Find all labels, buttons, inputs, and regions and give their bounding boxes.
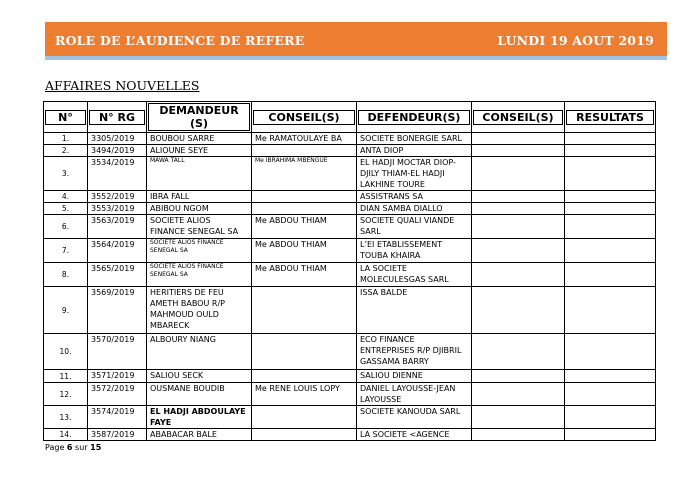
cell-rg: 3565/2019 [88,263,147,287]
cell-counsel [252,203,357,215]
cell-counsel: Me RENE LOUIS LOPY [252,383,357,406]
cell-rg: 3572/2019 [88,383,147,406]
table-row [44,370,656,383]
cell-plaintiff: ABIBOU NGOM [147,203,252,215]
cell-rg: 3552/2019 [88,191,147,203]
cell-plaintiff: SOCIETE ALIOS FINANCE SENEGAL SA [147,263,252,287]
cell-defendant: ECO FINANCE ENTREPRISES R/P DJIBRIL GASSAMA BARRY [357,334,472,370]
cell-number: 3. [44,157,88,191]
cell-plaintiff: EL HADJI ABDOULAYE FAYE [147,406,252,429]
footer-page-total: 15 [90,443,102,452]
cell-results [565,406,656,429]
table-row [44,406,656,429]
cell-counsel [252,191,357,203]
cell-defendant: EL HADJI MOCTAR DIOP-DJILY THIAM-EL HADJI LAKHINE TOURE [357,157,472,191]
table-row [44,133,656,145]
table-row [44,263,656,287]
cell-plaintiff: HERITIERS DE FEU AMETH BABOU R/P MAHMOUD OULD MBARECK [147,287,252,334]
cell-counsel: Me ABDOU THIAM [252,263,357,287]
cell-counsel-2 [472,287,565,334]
footer-page-word: Page [45,443,65,452]
cell-number: 5. [44,203,88,215]
cell-defendant: ISSA BALDE [357,287,472,334]
cell-plaintiff: OUSMANE BOUDIB [147,383,252,406]
cell-rg: 3564/2019 [88,239,147,263]
cell-defendant: SOCIETE BONERGIE SARL [357,133,472,145]
cell-results [565,145,656,157]
cell-number: 7. [44,239,88,263]
footer-of-word: sur [75,443,88,452]
cell-counsel: Me IBRAHIMA MBENGUE [252,157,357,191]
col-header-plaintiff: DEMANDEUR (S) [147,102,252,133]
cell-results [565,263,656,287]
cell-rg: 3494/2019 [88,145,147,157]
table-row [44,429,656,441]
cell-results [565,334,656,370]
cell-plaintiff: BOUBOU SARRE [147,133,252,145]
cell-number: 2. [44,145,88,157]
table-row [44,191,656,203]
cell-counsel-2 [472,203,565,215]
cell-rg: 3587/2019 [88,429,147,441]
table-row [44,157,656,191]
cell-results [565,215,656,239]
cell-counsel-2 [472,239,565,263]
table-row [44,383,656,406]
header-banner [45,22,667,60]
col-header-results: RESULTATS [565,102,656,133]
cell-rg: 3553/2019 [88,203,147,215]
cell-number: 8. [44,263,88,287]
document-title: ROLE DE L’AUDIENCE DE REFERE [55,33,305,48]
cell-counsel-2 [472,334,565,370]
hearing-date: LUNDI 19 AOUT 2019 [497,33,654,48]
cell-number: 10. [44,334,88,370]
table-row [44,287,656,334]
cell-counsel-2 [472,370,565,383]
cell-rg: 3570/2019 [88,334,147,370]
cell-number: 14. [44,429,88,441]
cell-plaintiff: MAWA TALL [147,157,252,191]
col-header-rg: N° RG [88,102,147,133]
cell-counsel: Me ABDOU THIAM [252,239,357,263]
cell-defendant: LA SOCIETE <AGENCE [357,429,472,441]
cell-results [565,157,656,191]
cell-counsel-2 [472,191,565,203]
cases-table [43,101,656,441]
cell-counsel-2 [472,215,565,239]
cell-plaintiff: ALIOUNE SEYE [147,145,252,157]
cell-plaintiff: ABABACAR BALE [147,429,252,441]
col-header-counsel-2: CONSEIL(S) [472,102,565,133]
cell-results [565,287,656,334]
section-title: AFFAIRES NOUVELLES [45,78,200,93]
cell-plaintiff: IBRA FALL [147,191,252,203]
cell-plaintiff: SALIOU SECK [147,370,252,383]
cell-counsel-2 [472,429,565,441]
cell-number: 6. [44,215,88,239]
cell-results [565,429,656,441]
table-row [44,239,656,263]
cell-counsel [252,429,357,441]
cell-results [565,383,656,406]
cell-number: 4. [44,191,88,203]
cell-results [565,133,656,145]
cell-counsel [252,370,357,383]
cell-counsel-2 [472,157,565,191]
cell-counsel-2 [472,145,565,157]
cell-number: 12. [44,383,88,406]
cell-defendant: SOCIETE QUALI VIANDE SARL [357,215,472,239]
cell-number: 13. [44,406,88,429]
cell-counsel [252,145,357,157]
col-header-number: N° [44,102,88,133]
cell-defendant: L’EI ETABLISSEMENT TOUBA KHAIRA [357,239,472,263]
cell-results [565,370,656,383]
cell-defendant: ASSISTRANS SA [357,191,472,203]
table-row [44,215,656,239]
cell-defendant: DANIEL LAYOUSSE-JEAN LAYOUSSE [357,383,472,406]
cell-counsel-2 [472,263,565,287]
footer-page-current: 6 [66,443,73,452]
cell-counsel-2 [472,406,565,429]
cell-rg: 3534/2019 [88,157,147,191]
table-row [44,203,656,215]
cell-defendant: LA SOCIETE MOLECULESGAS SARL [357,263,472,287]
col-header-defendant: DEFENDEUR(S) [357,102,472,133]
cell-counsel: Me RAMATOULAYE BA [252,133,357,145]
cell-rg: 3571/2019 [88,370,147,383]
cell-rg: 3574/2019 [88,406,147,429]
cell-defendant: ANTA DIOP [357,145,472,157]
cell-results [565,191,656,203]
cell-rg: 3563/2019 [88,215,147,239]
cell-defendant: SOCIETE KANOUDA SARL [357,406,472,429]
cell-counsel [252,334,357,370]
col-header-counsel: CONSEIL(S) [252,102,357,133]
table-row [44,334,656,370]
cell-counsel [252,406,357,429]
cell-counsel: Me ABDOU THIAM [252,215,357,239]
cell-plaintiff: ALBOURY NIANG [147,334,252,370]
cell-defendant: SALIOU DIENNE [357,370,472,383]
cell-results [565,239,656,263]
cell-number: 11. [44,370,88,383]
cell-plaintiff: SOCIETE ALIOS FINANCE SENEGAL SA [147,215,252,239]
cell-number: 9. [44,287,88,334]
table-header-row [44,102,656,133]
cell-rg: 3569/2019 [88,287,147,334]
page-footer [45,443,101,452]
cell-counsel-2 [472,133,565,145]
table-row [44,145,656,157]
cell-counsel [252,287,357,334]
cell-counsel-2 [472,383,565,406]
cell-number: 1. [44,133,88,145]
cell-results [565,203,656,215]
cell-plaintiff: SOCIETE ALIOS FINANCE SENEGAL SA [147,239,252,263]
cell-defendant: DIAN SAMBA DIALLO [357,203,472,215]
cell-rg: 3305/2019 [88,133,147,145]
